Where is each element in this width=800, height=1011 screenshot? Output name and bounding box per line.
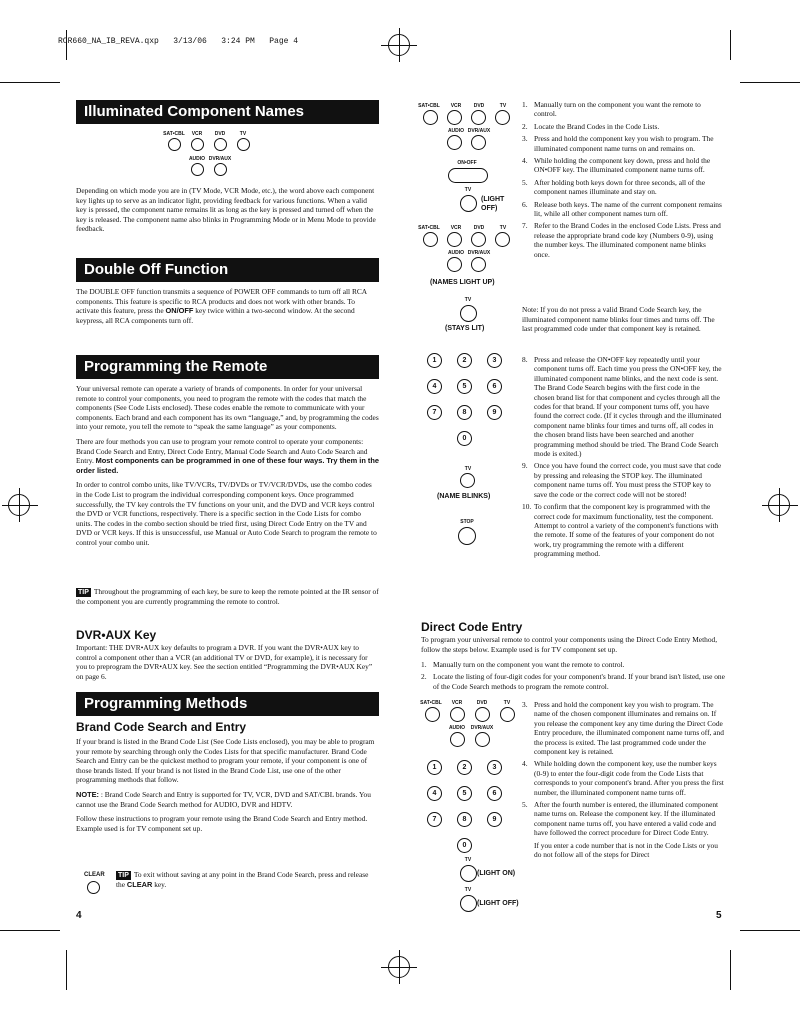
key-label: SAT•CBL [418, 103, 440, 109]
number-key-9: 9 [487, 405, 502, 420]
registration-mark [381, 45, 417, 46]
key-label: DVD [473, 103, 485, 109]
key-label: VCR [451, 700, 463, 706]
crop-mark [0, 82, 60, 83]
key-label: AUDIO [448, 725, 466, 731]
number-key-3: 3 [487, 353, 502, 368]
number-key-0: 0 [457, 431, 472, 446]
key-label: TV [464, 857, 472, 863]
key-label: DVD [473, 225, 485, 231]
file-slug: RCR660_NA_IB_REVA.qxp 3/13/06 3:24 PM Page 4 [58, 37, 299, 46]
dvraux-key [475, 732, 490, 747]
audio-key [447, 257, 462, 272]
key-label: VCR [450, 225, 462, 231]
caption-name-blinks: (NAME BLINKS) [437, 493, 491, 500]
step-item: 1. Manually turn on the component you want the remote to control. [522, 100, 701, 119]
programming-text: Your universal remote can operate a variety of brands of components. In order for your universal remote to control your components, you need to program the remote with the codes that match the components (See Code Lists enclosed). These codes enable the remote to communicate with your components. Each brand and each component has its own “language,” and, by programming the codes into your remote, you tell the remote to “speak the same language” as your components. There are four methods you can use to program your remote control to operate your components: Brand Code Search and Entry, Direct Code Entry, Manual Code Search and Auto Code Search and Entry. Most components can be programmed in one of these four ways. Try them in the order listed. In order to control combo units, like TV/VCRs, TV/DVDs or TV/VCR/DVDs, use the combo codes in the Code List to program the individual corresponding component keys. Once programmed successfully, the TV key controls the TV functions on your unit, and the DVD and VCR keys control the DVD or VCR functions, respectively. There is a specific section in the Code Lists for combo units. The codes in the combo section should be tried first, using Direct Code Entry on the TV and DVD or VCR keys. If this is unsuccessful, use Manual or Auto Code Search to program the remote to control your combo unit. [76, 384, 379, 547]
key-label: DVD [476, 700, 488, 706]
key-label: TV [464, 187, 472, 193]
key-label: VCR [191, 131, 203, 137]
stop-key [458, 527, 476, 545]
direct-steps-bottom: 3. Press and hold the component key you wish to program. The name of the chosen component illuminates and remains on. If you release the component key any time during the Direct Code Entry procedure, the illuminated component name turns off, and the process is exited. The last programmed code under the component key is retained. 4. While holding down the component key, use the number keys (0-9) to enter the four-digit code from the Code Lists that corresponds to your component's brand. After you press the first number, the illuminated component name turns off. 5. After the fourth number is entered, the illuminated component name turns on. Release the component key. If the illuminated component name turns off, you have entered a valid code and have followed the correct procedure for Direct Code Entry. If you enter a code number that is not in the Code Lists or you do not follow all of the steps for Direct [522, 700, 724, 860]
step-item: 2. Locate the Brand Codes in the Code Lists. [522, 121, 660, 131]
key-label: TV [499, 103, 507, 109]
number-key-3: 3 [487, 760, 502, 775]
number-key-8: 8 [457, 405, 472, 420]
note-a: Note: If you do not press a valid Brand Code Search key, the illuminated component name blinks four times and turns off. The last programmed code under that component key is retained. [522, 305, 715, 334]
key-label: TV [503, 700, 511, 706]
tv-key [460, 195, 477, 212]
dvd-key [475, 707, 490, 722]
key-label: AUDIO [188, 156, 206, 162]
dvd-key [471, 110, 486, 125]
illuminated-text: Depending on which mode you are in (TV Mode, VCR Mode, etc.), the word above each component key lights up to serve as an indicator light, providing feedback for various functions. When a valid key is pressed, the component name remains lit as long as the key is pressed and turned off when the key is released. The component name also blinks in Programming Mode or in Menu Mode to provide feedback. [76, 186, 376, 234]
number-key-4: 4 [427, 379, 442, 394]
number-key-8: 8 [457, 812, 472, 827]
key-label: SAT•CBL [418, 225, 440, 231]
registration-mark [381, 967, 417, 968]
tv-key [495, 110, 510, 125]
vcr-key [450, 707, 465, 722]
key-label: AUDIO [447, 128, 465, 134]
key-label: DVR/AUX [467, 250, 491, 256]
key-label: TV [464, 466, 472, 472]
dvd-key [214, 138, 227, 151]
number-key-5: 5 [457, 786, 472, 801]
crop-mark [740, 82, 800, 83]
key-label: DVR/AUX [467, 128, 491, 134]
dvr-aux-text: Important: THE DVR•AUX key defaults to program a DVR. If you want the DVR•AUX key to control a component other than a VCR (an additional TV or DVD, for example), it is necessary for you to preprogram the DVR•AUX key. See the section entitled “Programming the DVR•AUX Key” on page 6. [76, 643, 373, 681]
dvr-aux-title: DVR•AUX Key [76, 628, 157, 642]
key-label: SAT•CBL [163, 131, 185, 137]
key-label: TV [464, 887, 472, 893]
number-key-0: 0 [457, 838, 472, 853]
tv-key [237, 138, 250, 151]
caption-light-off-2: (LIGHT OFF) [477, 900, 519, 907]
satcbl-key [423, 232, 438, 247]
key-label: DVD [214, 131, 226, 137]
key-label: STOP [460, 519, 474, 525]
number-key-5: 5 [457, 379, 472, 394]
number-key-2: 2 [457, 760, 472, 775]
step-item: 8. Press and release the ON•OFF key repeatedly until your component turns off. Each time you press the ON•OFF key, the illuminated component name blinks, and the next code is sent. The Brand Code Search begins with the first code in the chosen brand list for that component and cycles through all the codes for that brand. If your component turns off, you have found the correct code. (If it cycles through and the illuminated component name blinks four times and turns off, all codes in the chosen brand lists have been searched and another programming method should be tried. The Brand Code Search mode is exited.) [522, 355, 722, 459]
step-item: 7. Refer to the Brand Codes in the enclosed Code Lists. Press and release the appropriate brand code key (Numbers 0-9), using the number keys. The illuminated component name blinks once. [522, 221, 721, 259]
key-label: TV [239, 131, 247, 137]
vcr-key [447, 232, 462, 247]
methods-text: If your brand is listed in the Brand Code List (See Code Lists enclosed), you may be able to program your remote by searching through only the Codes Lists for that specific manufacturer. Brand Code Search and Entry can be the quickest method to program your remote, if your component is one of those brands listed. If your brand is not listed in the Brand Code List, use one of the other programming methods that follow. NOTE: : Brand Code Search and Entry is supported for TV, VCR, DVD and SAT/CBL brands. You cannot use the Brand Code Search method for AUDIO, DVR and HDTV. Follow these instructions to program your remote using the Brand Code Search and Entry method. Example used is for TV component set up. [76, 737, 375, 833]
number-key-6: 6 [487, 379, 502, 394]
tv-key [460, 865, 477, 882]
crop-mark [740, 930, 800, 931]
number-key-4: 4 [427, 786, 442, 801]
satcbl-key [425, 707, 440, 722]
key-label: DVR/AUX [470, 725, 494, 731]
section-header-methods: Programming Methods [76, 692, 379, 716]
satcbl-key [423, 110, 438, 125]
number-key-7: 7 [427, 405, 442, 420]
steps-list-a [522, 100, 722, 262]
caption-light-on: (LIGHT ON) [477, 870, 516, 877]
crop-mark [730, 950, 731, 990]
number-key-1: 1 [427, 760, 442, 775]
tip-badge: TIP [118, 872, 129, 879]
registration-mark [2, 505, 38, 506]
tip-badge: TIP [78, 589, 89, 596]
step-item: 10. To confirm that the component key is programmed with the correct code for maximum functionality, test the component. Attempt to control a variety of the component's functions with the remote. If some of the features of your component do not work, try programming the remote with a different programming method. [522, 502, 719, 559]
key-label: AUDIO [447, 250, 465, 256]
brand-code-title: Brand Code Search and Entry [76, 720, 247, 734]
number-key-2: 2 [457, 353, 472, 368]
number-key-9: 9 [487, 812, 502, 827]
tip-block: TIP Throughout the programming of each key, be sure to keep the remote pointed at the IR sensor of the component you are currently programming the remote to control. [76, 587, 379, 606]
dvraux-key [471, 257, 486, 272]
dvraux-key [471, 135, 486, 150]
dvd-key [471, 232, 486, 247]
tv-key-blinking [460, 473, 475, 488]
clear-tip: TIP To exit without saving at any point in the Brand Code Search, press and release the CLEAR key. [116, 870, 369, 889]
number-key-6: 6 [487, 786, 502, 801]
crop-mark [66, 950, 67, 990]
key-label: VCR [450, 103, 462, 109]
audio-key [447, 135, 462, 150]
key-label: ON•OFF [457, 160, 477, 166]
tv-key [460, 305, 477, 322]
tv-key [495, 232, 510, 247]
on-off-key [448, 168, 488, 183]
direct-intro: To program your universal remote to control your components using the Direct Code Entry Method, follow the steps below. Example used is for TV component set up. [421, 635, 718, 654]
number-key-1: 1 [427, 353, 442, 368]
audio-key [191, 163, 204, 176]
dvraux-key [214, 163, 227, 176]
clear-key [87, 881, 100, 894]
caption-light-off: (LIGHT OFF) [481, 196, 505, 212]
double-off-text: The DOUBLE OFF function transmits a sequence of POWER OFF commands to turn off all RCA components. This feature is specific to RCA products and does not work with other brands. To activate this feature, press the ON/OFF key twice within a two-second window. At the second keypress, all RCA components turn off. [76, 287, 367, 325]
section-header-double-off: Double Off Function [76, 258, 379, 282]
section-header-illuminated: Illuminated Component Names [76, 100, 379, 124]
crop-mark [0, 930, 60, 931]
caption-stays-lit: (STAYS LIT) [445, 325, 485, 332]
direct-code-title: Direct Code Entry [421, 620, 523, 634]
tv-key [460, 895, 477, 912]
satcbl-key [168, 138, 181, 151]
step-item: 9. Once you have found the correct code, you must save that code by pressing and releasing the STOP key. The illuminated component name turns off. You must press the STOP key to save the code or the correct code will not be stored! [522, 461, 722, 499]
registration-mark [762, 505, 798, 506]
page-number-right: 5 [716, 910, 722, 921]
step-item: 6. Release both keys. The name of the current component remains lit, while all other component names turn off. [522, 199, 722, 219]
step-item: 4. While holding the component key down, press and hold the ON•OFF key. The illuminated component name turns off. [522, 156, 711, 175]
vcr-key [447, 110, 462, 125]
steps-list-b [522, 355, 722, 562]
key-label: TV [464, 297, 472, 303]
step-item: 3. Press and hold the component key you wish to program. The illuminated component name turns on and remains on. [522, 134, 714, 153]
clear-key-label: CLEAR [84, 872, 105, 878]
number-key-7: 7 [427, 812, 442, 827]
key-label: SAT•CBL [420, 700, 442, 706]
step-item: 5. After holding both keys down for three seconds, all of the component names illuminate and stay on. [522, 177, 705, 197]
page-number-left: 4 [76, 910, 82, 921]
caption-names-light-up: (NAMES LIGHT UP) [430, 279, 495, 286]
key-label: TV [499, 225, 507, 231]
audio-key [450, 732, 465, 747]
key-label: DVR/AUX [208, 156, 232, 162]
vcr-key [191, 138, 204, 151]
direct-steps-top: 1. Manually turn on the component you want the remote to control. 2. Locate the listing of four-digit codes for your component's brand. If your brand isn't listed, use one of the Code Search methods to program the remote control. [421, 660, 725, 691]
tv-key [500, 707, 515, 722]
section-header-programming: Programming the Remote [76, 355, 379, 379]
crop-mark [730, 30, 731, 60]
